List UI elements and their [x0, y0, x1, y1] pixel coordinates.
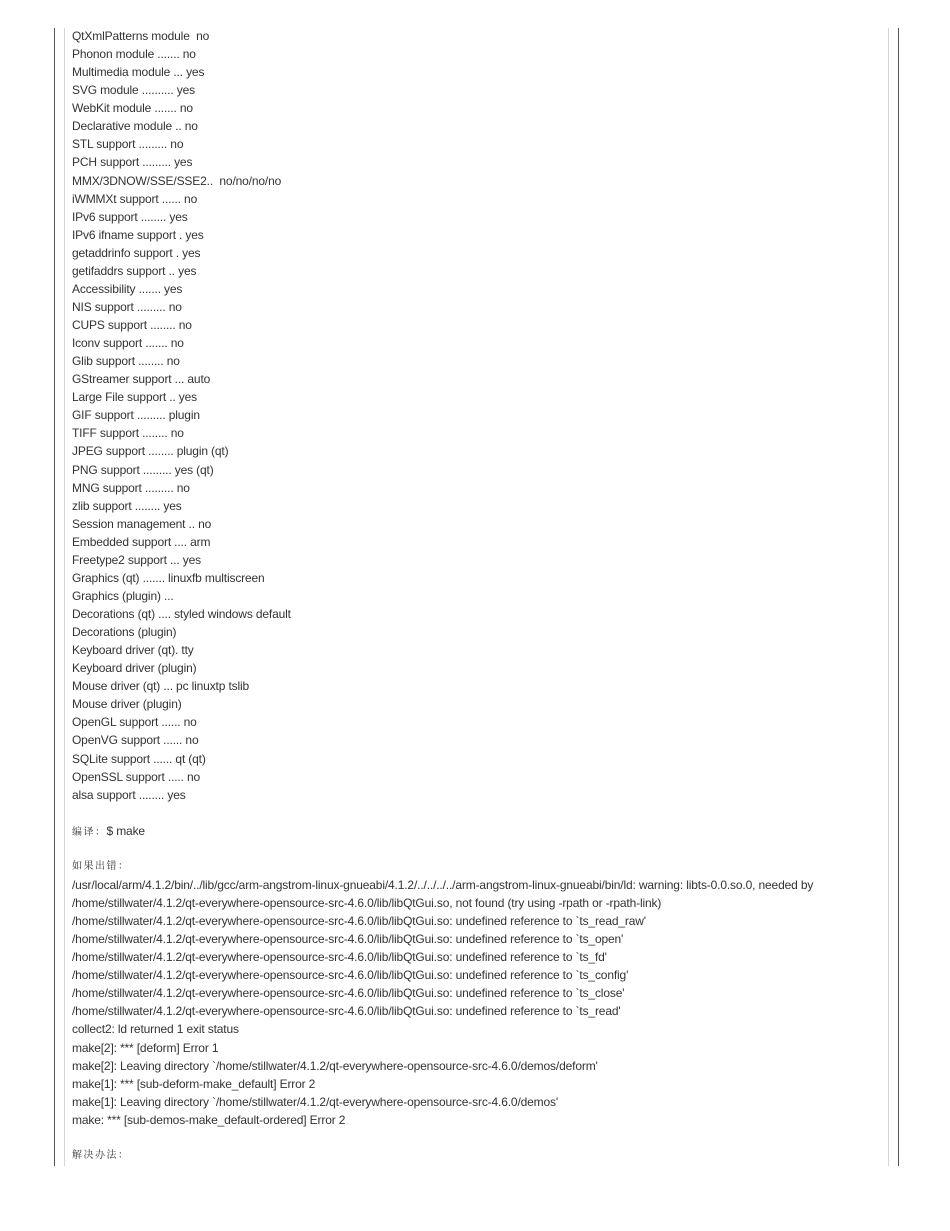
left-inner-border	[64, 28, 65, 1166]
spacer	[72, 840, 884, 858]
error-line: /home/stillwater/4.1.2/qt-everywhere-opensource-src-4.6.0/lib/libQtGui.so: undefined reference to `ts_close'	[72, 986, 625, 1001]
config-line: GStreamer support ... auto	[72, 372, 211, 387]
config-line: GIF support ......... plugin	[72, 408, 200, 423]
config-line: JPEG support ........ plugin (qt)	[72, 444, 229, 459]
error-line: /home/stillwater/4.1.2/qt-everywhere-opensource-src-4.6.0/lib/libQtGui.so: undefined reference to `ts_fd'	[72, 950, 607, 965]
config-line: OpenSSL support ..... no	[72, 769, 201, 784]
config-line: Graphics (plugin) ...	[72, 588, 174, 603]
config-line: MNG support ......... no	[72, 480, 190, 495]
config-line: Session management .. no	[72, 516, 212, 531]
config-line: Glib support ........ no	[72, 354, 180, 369]
config-line: Embedded support .... arm	[72, 534, 211, 549]
error-line: make[1]: *** [sub-deform-make_default] Error 2	[72, 1076, 316, 1091]
error-line: /home/stillwater/4.1.2/qt-everywhere-opensource-src-4.6.0/lib/libQtGui.so: undefined reference to `ts_open'	[72, 932, 624, 947]
config-summary	[72, 27, 884, 804]
config-line: Mouse driver (plugin)	[72, 697, 182, 712]
config-line: SVG module .......... yes	[72, 83, 195, 98]
solution-heading: 解决办法：	[72, 1149, 130, 1161]
config-line: PCH support ......... yes	[72, 155, 193, 170]
config-line: getaddrinfo support . yes	[72, 245, 201, 260]
config-line: MMX/3DNOW/SSE/SSE2.. no/no/no/no	[72, 173, 282, 188]
error-output	[72, 876, 884, 1129]
compile-line	[72, 822, 884, 840]
left-border	[54, 28, 55, 1166]
article-body	[72, 27, 884, 1165]
config-line: STL support ......... no	[72, 137, 184, 152]
config-line: OpenGL support ...... no	[72, 715, 197, 730]
error-line: make: *** [sub-demos-make_default-ordered] Error 2	[72, 1112, 346, 1127]
config-line: Large File support .. yes	[72, 390, 197, 405]
config-line: Iconv support ....... no	[72, 336, 184, 351]
config-line: Keyboard driver (plugin)	[72, 661, 197, 676]
config-line: iWMMXt support ...... no	[72, 191, 198, 206]
config-line: zlib support ........ yes	[72, 498, 182, 513]
config-line: IPv6 support ........ yes	[72, 209, 188, 224]
config-line: Graphics (qt) ....... linuxfb multiscreen	[72, 570, 265, 585]
config-line: Phonon module ....... no	[72, 47, 196, 62]
config-line: Decorations (qt) .... styled windows default	[72, 607, 291, 621]
config-line: IPv6 ifname support . yes	[72, 227, 204, 242]
config-line: getifaddrs support .. yes	[72, 263, 197, 278]
error-line: /home/stillwater/4.1.2/qt-everywhere-opensource-src-4.6.0/lib/libQtGui.so: undefined reference to `ts_read'	[72, 1004, 621, 1019]
config-line: CUPS support ........ no	[72, 318, 192, 332]
error-line: /home/stillwater/4.1.2/qt-everywhere-opensource-src-4.6.0/lib/libQtGui.so: undefined reference to `ts_read_raw'	[72, 914, 646, 929]
compile-command: $ make	[106, 823, 145, 838]
config-line: NIS support ......... no	[72, 299, 182, 314]
config-line: Accessibility ....... yes	[72, 281, 183, 296]
error-line: collect2: ld returned 1 exit status	[72, 1022, 239, 1037]
config-line: SQLite support ...... qt (qt)	[72, 751, 206, 766]
error-heading: 如果出错：	[72, 860, 130, 872]
config-line: Mouse driver (qt) ... pc linuxtp tslib	[72, 679, 250, 694]
config-line: Multimedia module ... yes	[72, 65, 205, 80]
right-border	[898, 28, 899, 1166]
config-line: QtXmlPatterns module no	[72, 29, 210, 43]
error-line: /home/stillwater/4.1.2/qt-everywhere-opensource-src-4.6.0/lib/libQtGui.so: undefined reference to `ts_config'	[72, 968, 629, 983]
config-line: Keyboard driver (qt). tty	[72, 643, 194, 658]
config-line: Freetype2 support ... yes	[72, 552, 201, 567]
spacer	[72, 1129, 884, 1147]
config-line: alsa support ........ yes	[72, 787, 186, 802]
error-line: make[2]: *** [deform] Error 1	[72, 1040, 219, 1055]
spacer	[72, 804, 884, 822]
config-line: PNG support ......... yes (qt)	[72, 462, 214, 477]
config-line: WebKit module ....... no	[72, 101, 193, 116]
config-line: TIFF support ........ no	[72, 426, 184, 441]
error-line: make[1]: Leaving directory `/home/stillwater/4.1.2/qt-everywhere-opensource-src-4.6.0/demos'	[72, 1094, 559, 1109]
config-line: Declarative module .. no	[72, 119, 198, 134]
error-line: /home/stillwater/4.1.2/qt-everywhere-opensource-src-4.6.0/lib/libQtGui.so, not found (try using -rpath or -rpath-link)	[72, 896, 662, 910]
compile-label: 编译：	[72, 826, 107, 838]
right-inner-border	[888, 28, 889, 1166]
error-line: make[2]: Leaving directory `/home/stillwater/4.1.2/qt-everywhere-opensource-src-4.6.0/demos/deform'	[72, 1058, 598, 1073]
config-line: OpenVG support ...... no	[72, 733, 199, 748]
error-line: /usr/local/arm/4.1.2/bin/../lib/gcc/arm-angstrom-linux-gnueabi/4.1.2/../../../../arm-angstrom-linux-gnueabi/bin/ld: warning: libts-0.0.so.0, needed by	[72, 877, 814, 892]
config-line: Decorations (plugin)	[72, 625, 177, 640]
